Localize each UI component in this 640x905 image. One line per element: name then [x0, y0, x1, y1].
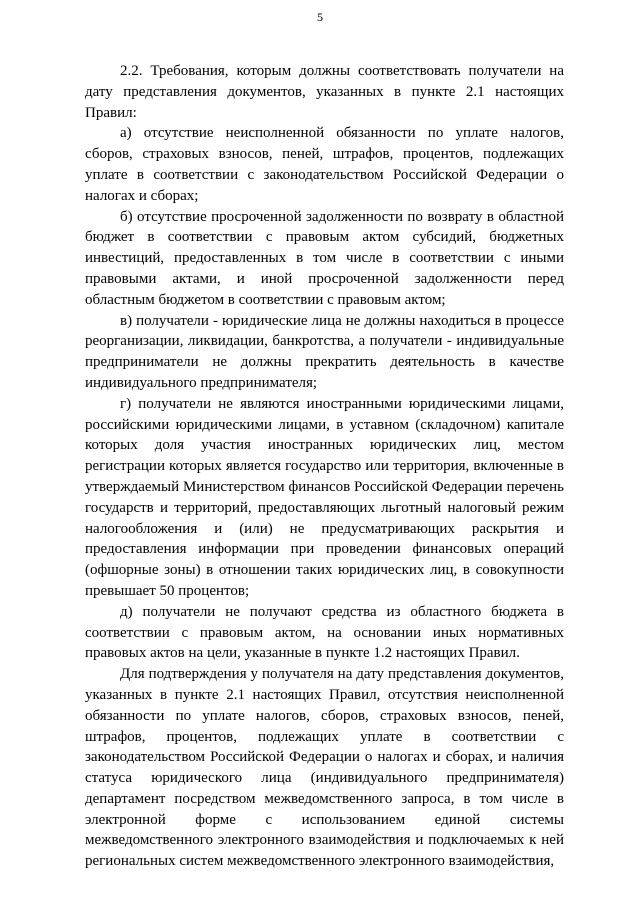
document-body — [85, 61, 564, 872]
paragraph-confirmation: Для подтверждения у получателя на дату представления документов, указанных в пункте 2.1 настоящих Правил, отсутствия неисполненной обязанности по уплате налогов, сборов, страховых взносов, пеней, штрафов, процентов, подлежащих уплате в соответствии с законодательством Российской Федерации о налогах и сборах, и наличия статуса юридического лица (индивидуального предпринимателя) департамент посредством межведомственного запроса, в том числе в электронной форме с использованием единой системы межведомственного электронного взаимодействия и подключаемых к ней региональных систем межведомственного электронного взаимодействия, — [85, 666, 564, 870]
paragraph-item-v: в) получатели - юридические лица не должны находиться в процессе реорганизации, ликвидации, банкротства, а получатели - индивидуальные предприниматели не должны прекратить деятельность в качестве индивидуального предпринимателя; — [85, 312, 564, 391]
page-number: 5 — [317, 10, 323, 24]
paragraph-item-d: д) получатели не получают средства из областного бюджета в соответствии с правовым актом, на основании иных нормативных правовых актов на цели, указанные в пункте 1.2 настоящих Правил. — [85, 603, 564, 662]
paragraph-requirements-intro: 2.2. Требования, которым должны соответствовать получатели на дату представления документов, указанных в пункте 2.1 настоящих Правил: — [85, 63, 564, 121]
paragraph-item-b: б) отсутствие просроченной задолженности по возврату в областной бюджет в соответствии с правовым актом субсидий, бюджетных инвестиций, предоставленных в том числе в соответствии с иными правовыми актами, и иной просроченной задолженности перед областным бюджетом в соответствии с правовым актом; — [85, 208, 564, 308]
paragraph-item-a: а) отсутствие неисполненной обязанности по уплате налогов, сборов, страховых взносов, пеней, штрафов, процентов, подлежащих уплате в соответствии с законодательством Российской Федерации о налогах и сборах; — [85, 125, 564, 204]
paragraph-item-g: г) получатели не являются иностранными юридическими лицами, российскими юридическими лицами, в уставном (складочном) капитале которых доля участия иностранных юридических лиц, местом регистрации которых является государство или территория, включенные в утверждаемый Министерством финансов Российской Федерации перечень государств и территорий, предоставляющих льготный налоговый режим налогообложения и (или) не предусматривающих раскрытия и предоставления информации при проведении финансовых операций (офшорные зоны) в отношении таких юридических лиц, в совокупности превышает 50 процентов; — [85, 395, 564, 599]
